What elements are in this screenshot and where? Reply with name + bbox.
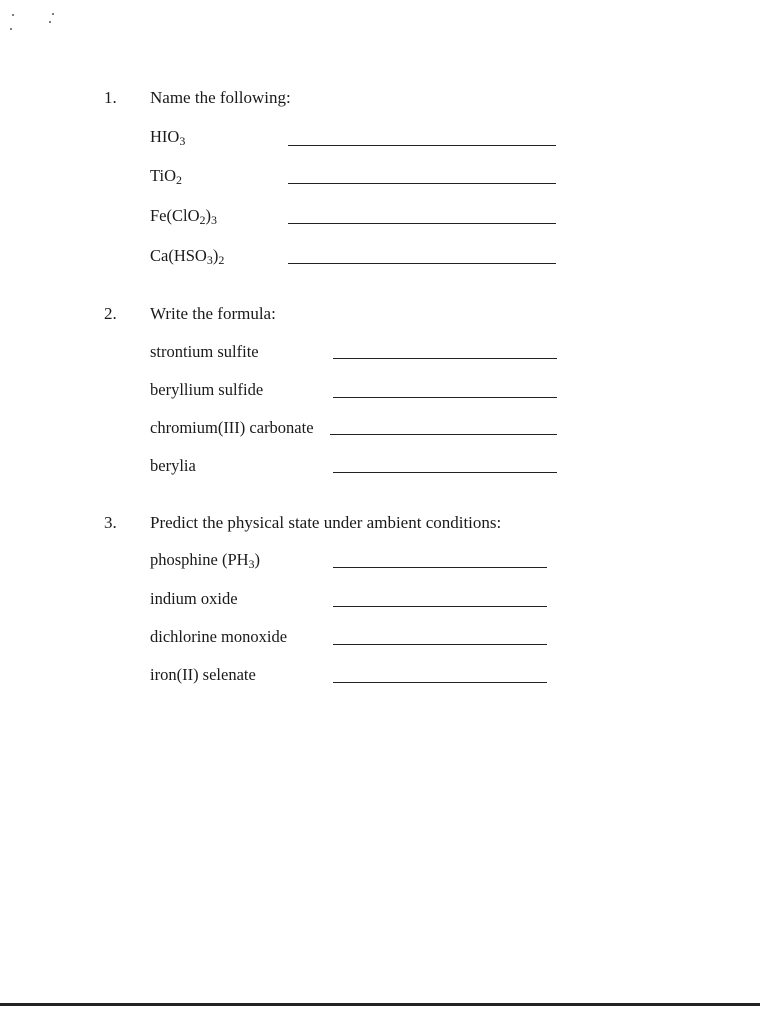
formula-text: Fe(ClO	[150, 206, 200, 225]
scan-speck	[10, 28, 12, 30]
q3-item-phosphine	[150, 550, 260, 572]
formula-subscript: 2	[176, 173, 182, 187]
answer-blank[interactable]	[333, 567, 547, 568]
answer-blank[interactable]	[333, 358, 557, 359]
question-3-number: 3.	[104, 513, 117, 532]
q2-item-berylia: berylia	[150, 456, 196, 475]
formula-subscript: 2	[199, 213, 206, 227]
answer-blank[interactable]	[333, 644, 547, 645]
formula-subscript: 3	[206, 253, 213, 267]
answer-blank[interactable]	[288, 223, 556, 224]
q3-item-iron-ii-selenate: iron(II) selenate	[150, 665, 256, 684]
formula-text: )	[212, 246, 219, 265]
question-1-number: 1.	[104, 88, 117, 107]
formula-text: phosphine (PH	[150, 550, 249, 569]
answer-blank[interactable]	[333, 682, 547, 683]
answer-blank[interactable]	[330, 434, 557, 435]
formula-text: HIO	[150, 127, 180, 146]
q3-item-dichlorine-monoxide: dichlorine monoxide	[150, 627, 288, 646]
formula-text: )	[205, 206, 211, 225]
formula-text: Ca(HSO	[150, 246, 207, 265]
q2-item-strontium-sulfite: strontium sulfite	[150, 342, 259, 361]
answer-blank[interactable]	[333, 472, 557, 473]
formula-subscript: 3	[179, 134, 186, 148]
q2-item-chromium-iii-carbonate: chromium(III) carbonate	[150, 418, 314, 437]
answer-blank[interactable]	[288, 263, 556, 264]
scan-speck	[52, 13, 54, 15]
question-3-prompt: Predict the physical state under ambient conditions:	[150, 513, 502, 532]
answer-blank[interactable]	[333, 606, 547, 607]
answer-blank[interactable]	[288, 145, 556, 146]
formula-subscript: 3	[248, 557, 255, 571]
question-1-prompt: Name the following:	[150, 88, 291, 107]
page-bottom-rule	[0, 1003, 760, 1006]
question-2-prompt: Write the formula:	[150, 304, 276, 323]
scan-speck	[49, 21, 51, 23]
scan-speck	[12, 14, 14, 16]
q1-item-hio3	[150, 127, 185, 149]
answer-blank[interactable]	[333, 397, 557, 398]
question-2-number: 2.	[104, 304, 117, 323]
q1-item-tio2	[150, 166, 182, 188]
formula-text: )	[254, 550, 261, 569]
formula-text: TiO	[150, 166, 176, 185]
answer-blank[interactable]	[288, 183, 556, 184]
q1-item-feclo2-3	[150, 206, 217, 228]
q1-item-cahso3-2	[150, 246, 224, 268]
q2-item-beryllium-sulfide: beryllium sulfide	[150, 380, 264, 399]
formula-subscript: 2	[218, 253, 225, 267]
q3-item-indium-oxide: indium oxide	[150, 589, 238, 608]
formula-subscript: 3	[211, 213, 217, 227]
